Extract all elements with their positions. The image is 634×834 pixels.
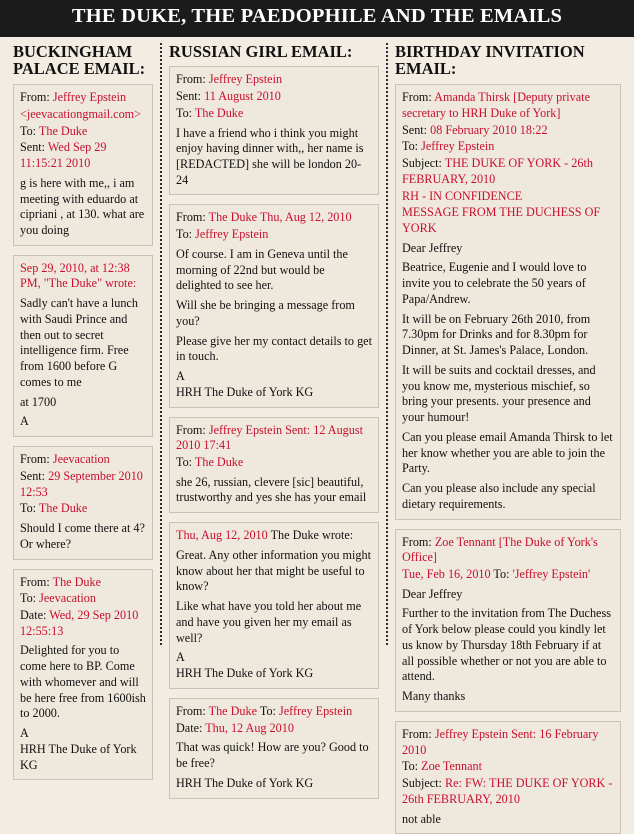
email-card (13, 569, 153, 781)
email-body-extra: at 1700 (20, 394, 57, 409)
field-label-to: To: (490, 566, 513, 581)
field-value: 11 August 2010 (204, 89, 281, 104)
field-label-to: To: (257, 703, 279, 718)
field-value-tail: 12 August 2010 17:41 (176, 422, 363, 453)
field-value: Thu, Aug 12, 2010 (176, 528, 268, 543)
field-label: Date: (20, 607, 50, 622)
email-body: Sadly can't have a lunch with Saudi Prince and then out to secret intelligence firm. Free from 1600 before G comes to me (20, 296, 138, 389)
field-label: To: (20, 123, 39, 138)
field-value: Jeffrey Epstein Sent: (434, 726, 540, 741)
field-value: The Duke (208, 703, 258, 718)
email-body: It will be suits and cocktail dresses, and you know me, mysterious mischief, so bring your presents. your presence and your humour! (402, 362, 596, 425)
email-columns (0, 37, 634, 826)
field-value: The Duke (38, 501, 88, 516)
field-value: 29 September 2010 12:53 (20, 468, 143, 499)
field-label: Date: (176, 720, 206, 735)
field-label: Sent: (176, 89, 205, 104)
field-value: Tue, Feb 16, 2010 (402, 566, 491, 581)
field-value: The Duke (194, 105, 244, 120)
email-card (395, 84, 621, 519)
field-value: Wed Sep 29 11:15:21 2010 (20, 140, 107, 171)
field-label: To: (402, 759, 422, 774)
field-value: The Duke (38, 123, 88, 138)
field-value: The Duke Thu, Aug 12, 2010 (208, 210, 352, 225)
field-value: Jeffrey Epstein (421, 139, 495, 154)
email-body: That was quick! How are you? Good to be free? (176, 740, 369, 771)
field-value: Amanda Thirsk [Deputy private secretary to HRH Duke of York] (402, 90, 590, 120)
field-value: Wed, 29 Sep 2010 12:55:13 (20, 607, 139, 638)
field-value: Thu, 12 Aug 2010 (205, 720, 294, 735)
email-signature: A (20, 414, 29, 429)
column-title-2: RUSSIAN GIRL EMAIL: (169, 41, 353, 61)
field-value-to: Jeffrey Epstein (278, 703, 353, 718)
email-signature-title: HRH The Duke of York KG (176, 775, 314, 790)
field-value: Jeffrey Epstein (52, 90, 127, 105)
field-value: MESSAGE FROM THE DUCHESS OF YORK (402, 205, 601, 236)
field-label: Subject: (402, 156, 445, 171)
field-label: From: (176, 210, 209, 225)
field-value: Jeffrey Epstein (195, 227, 269, 242)
email-body: not able (402, 811, 441, 826)
email-body: I have a friend who i think you might enjoy having dinner with,, her name is [REDACTED] she will be london 20-24 (176, 125, 364, 187)
field-label: To: (402, 139, 422, 154)
email-body: Should I come there at 4? Or where? (20, 521, 145, 551)
field-value: The Duke (52, 574, 102, 589)
column-birthday-invitation (388, 41, 628, 826)
email-body: g is here with me,, i am meeting with eduardo at cipriani , at 130. what are you doing (20, 175, 145, 238)
field-value: Jeevacation (39, 591, 96, 606)
field-label: From: (402, 534, 435, 549)
field-value: Zoe Tennant [The Duke of York's Office] (402, 534, 598, 565)
field-value: Sep 29, 2010, at 12:38 PM, "The Duke" wrote: (20, 260, 137, 291)
email-signature: A (176, 650, 185, 665)
field-value: RH - IN CONFIDENCE (402, 188, 523, 203)
field-label: Subject: (402, 776, 445, 791)
email-body: Delighted for you to come here to BP. Come with whomever and will be here free from 1600ish to 2000. (20, 643, 146, 721)
email-body: Can you please email Amanda Thirsk to let her know whether you are able to join the Party. (402, 429, 613, 476)
email-greeting: Dear Jeffrey (402, 240, 463, 255)
field-label: To: (176, 455, 195, 470)
email-card (169, 522, 379, 689)
field-value: The Duke (194, 455, 244, 470)
email-body: Can you please also include any special dietary requirements. (402, 481, 596, 511)
email-card (13, 84, 153, 246)
email-body: Will she be bringing a message from you? (176, 298, 355, 328)
email-card (169, 417, 379, 514)
field-value-tail: 16 February 2010 (402, 726, 599, 757)
email-body: Beatrice, Eugenie and I would love to invite you to celebrate the 50 years of Papa/Andrew. (402, 260, 587, 306)
email-card (13, 255, 153, 437)
email-body: Great. Any other information you might know about her that might be useful to know? (176, 547, 371, 594)
column-russian-girl (162, 41, 386, 790)
email-card (395, 721, 621, 834)
field-value: Jeevacation (52, 452, 110, 467)
email-card (169, 698, 379, 799)
field-value: 08 February 2010 18:22 (430, 122, 548, 137)
field-label: Sent: (20, 468, 49, 483)
field-value: Re: FW: THE DUKE OF YORK - 26th FEBRUARY, 2010 (402, 776, 613, 806)
field-label: To: (176, 105, 195, 120)
field-value: Zoe Tennant (421, 759, 482, 774)
email-body: Further to the invitation from The Duchess of York below please could you kindly let us know by Thursday 18th February if at all possible whether or not you are able to attend. (402, 606, 611, 684)
email-card (169, 66, 379, 195)
field-label: To: (20, 591, 40, 606)
field-value-tail: The Duke wrote: (267, 528, 354, 543)
email-signature-title: HRH The Duke of York KG (176, 666, 314, 681)
email-body: It will be on February 26th 2010, from 7.30pm for Drinks and for 8.30pm for Dinner, at St. James's Palace, London. (402, 311, 591, 358)
field-label: From: (176, 72, 209, 87)
email-body: Please give her my contact details to get in touch. (176, 333, 372, 364)
field-label: From: (20, 574, 53, 589)
field-label: Sent: (20, 140, 48, 155)
email-signature: A (176, 369, 185, 384)
page-title: THE DUKE, THE PAEDOPHILE AND THE EMAILS (0, 0, 634, 37)
email-body: she 26, russian, clevere [sic] beautiful, trustworthy and yes she has your email (176, 474, 367, 505)
column-title-1: BUCKINGHAM PALACE EMAIL: (13, 41, 146, 79)
field-label: From: (176, 422, 209, 437)
email-card (13, 446, 153, 559)
email-body: Like what have you told her about me and have you given her my email as well? (176, 599, 362, 645)
field-label: From: (402, 726, 435, 741)
email-body: Many thanks (402, 689, 466, 704)
field-value: <jeevacationgmail.com> (20, 106, 142, 121)
email-greeting: Dear Jeffrey (402, 586, 463, 601)
email-card (169, 204, 379, 407)
field-label: From: (20, 90, 53, 105)
field-value: THE DUKE OF YORK - 26th FEBRUARY, 2010 (402, 156, 593, 186)
field-label: To: (20, 501, 39, 516)
field-label: From: (176, 703, 209, 718)
column-title-3: BIRTHDAY INVITATION EMAIL: (395, 41, 585, 79)
field-label: To: (176, 227, 196, 242)
field-value: Jeffrey Epstein Sent: (208, 422, 314, 437)
email-signature-title: HRH The Duke of York KG (176, 384, 314, 399)
email-signature-title: HRH The Duke of York KG (20, 741, 137, 772)
column-buckingham-palace (6, 41, 160, 772)
field-value-to: 'Jeffrey Epstein' (512, 566, 591, 581)
email-body: Of course. I am in Geneva until the morning of 22nd but would be delighted to see her. (176, 246, 348, 293)
field-value: Jeffrey Epstein (208, 72, 283, 87)
email-card (395, 529, 621, 712)
field-label: Sent: (402, 122, 431, 137)
email-signature: A (20, 726, 29, 741)
field-label: From: (20, 452, 53, 467)
field-label: From: (402, 90, 435, 105)
